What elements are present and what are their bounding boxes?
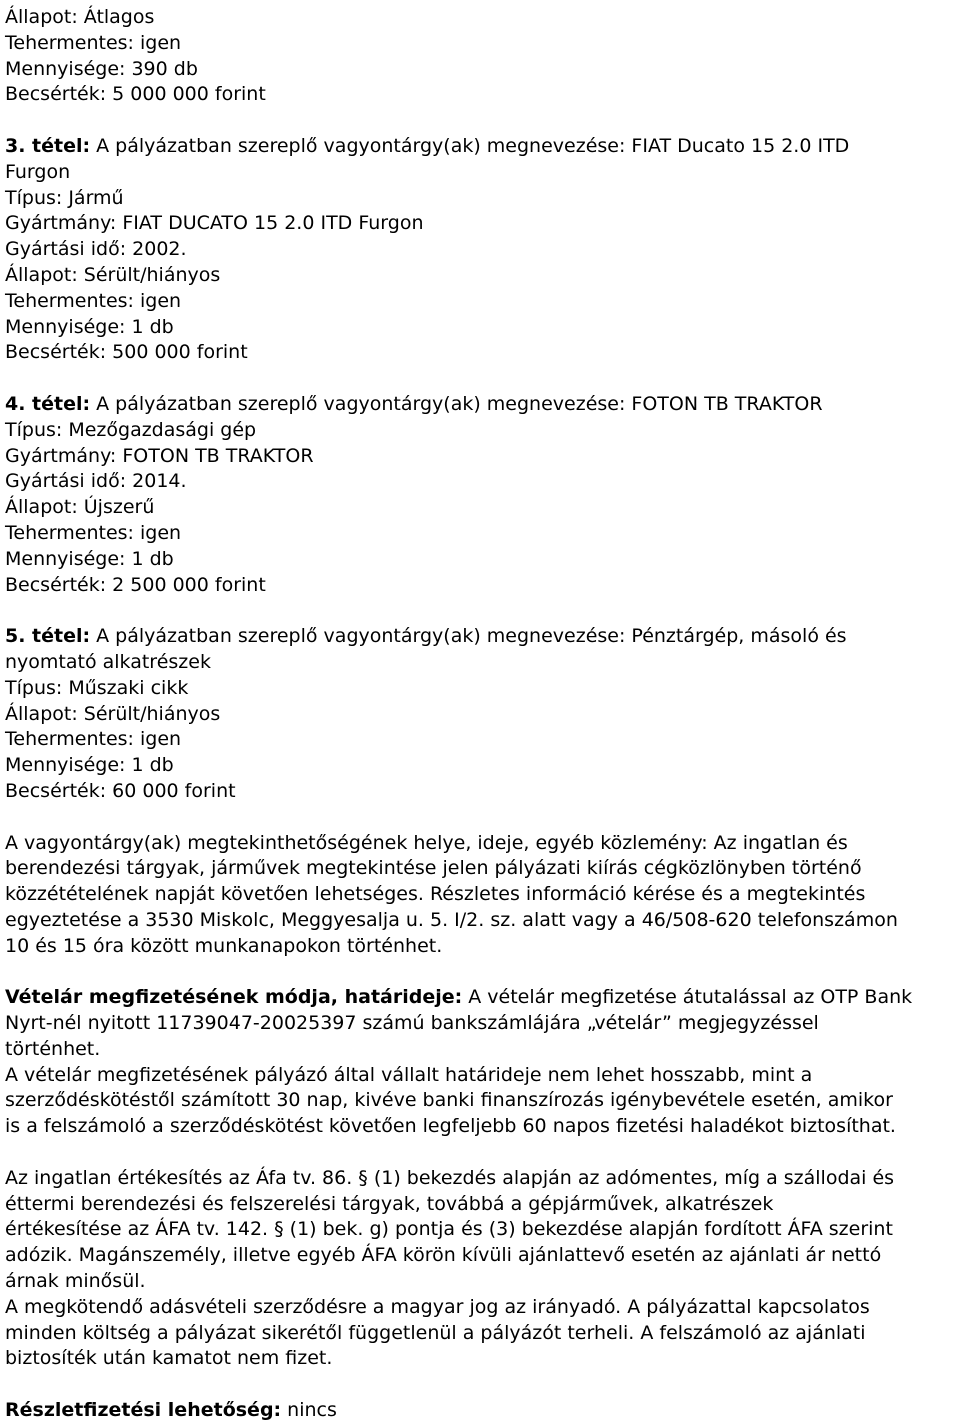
lot-4-make: Gyártmány: FOTON TB TRAKTOR [5, 444, 314, 467]
lot-3-type: Típus: Jármű [5, 186, 124, 209]
lot-4-condition: Állapot: Újszerű [5, 496, 155, 519]
payment-label: Vételár megfizetésének módja, határideje: [5, 986, 463, 1009]
lot-3-title-cont: Furgon [5, 160, 71, 183]
payment-line: Nyrt-nél nyitott 11739047-20025397 számú bankszámlájára „vételár” megjegyzéssel [5, 1012, 819, 1035]
installment-notice [5, 1398, 956, 1424]
deadline-line: A vételár megfizetésének pályázó által vállalt határideje nem lehet hosszabb, mint a [5, 1063, 813, 1086]
lot-3-estimated-value: Becsérték: 500 000 forint [5, 341, 248, 364]
installment-label: Részletfizetési lehetőség: [5, 1399, 282, 1422]
lot-4-quantity: Mennyisége: 1 db [5, 547, 174, 570]
lot-4-title [5, 392, 956, 418]
deadline-line: is a felszámoló a szerződéskötést követően legfeljebb 60 napos fizetési haladékot biztosíthat. [5, 1115, 896, 1138]
vat-line: árnak minősül. [5, 1270, 146, 1293]
payment-line: történhet. [5, 1037, 101, 1060]
lot-3-year: Gyártási idő: 2002. [5, 238, 187, 261]
lot-2-encumbrance: Tehermentes: igen [5, 31, 182, 54]
vat-line: értékesítése az ÁFA tv. 142. § (1) bek. g) pontja és (3) bekezdése alapján fordított ÁFA szerint [5, 1218, 893, 1241]
law-line: minden költség a pályázat sikerétől függetlenül a pályázót terheli. A felszámoló az ajánlati [5, 1321, 866, 1344]
lot-2-estimated-value: Becsérték: 5 000 000 forint [5, 83, 266, 106]
lot-2-condition: Állapot: Átlagos [5, 6, 155, 28]
payment-text: A vételár megfizetése átutalással az OTP Bank [462, 986, 913, 1009]
vat-notice [5, 1166, 956, 1372]
vat-line: Az ingatlan értékesítés az Áfa tv. 86. § (1) bekezdés alapján az adómentes, míg a szállodai és [5, 1166, 895, 1189]
lot-2-tail [5, 5, 956, 108]
lot-3-condition: Állapot: Sérült/hiányos [5, 263, 221, 286]
lot-2-quantity: Mennyisége: 390 db [5, 57, 198, 80]
law-line: biztosíték után kamatot nem fizet. [5, 1347, 333, 1370]
lot-5 [5, 624, 956, 805]
lot-5-type: Típus: Műszaki cikk [5, 676, 189, 699]
installment-value: nincs [281, 1399, 337, 1422]
lot-4 [5, 392, 956, 598]
viewing-line: berendezési tárgyak, járművek megtekintése jelen pályázati kiírás cégközlönyben történő [5, 857, 862, 880]
lot-3-title-text: A pályázatban szereplő vagyontárgy(ak) megnevezése: FIAT Ducato 15 2.0 ITD [90, 134, 850, 157]
lot-5-title-text: A pályázatban szereplő vagyontárgy(ak) megnevezése: Pénztárgép, másoló és [90, 625, 847, 648]
lot-3-label: 3. tétel: [5, 134, 91, 157]
viewing-line: közzétételének napját követően lehetséges. Részletes információ kérése és a megtekintés [5, 883, 866, 906]
lot-5-condition: Állapot: Sérült/hiányos [5, 702, 221, 725]
viewing-notice [5, 831, 956, 960]
viewing-line: egyeztetése a 3530 Miskolc, Meggyesalja u. 5. I/2. sz. alatt vagy a 46/508-620 telefonszámon [5, 908, 898, 931]
vat-line: éttermi berendezési és felszerelési tárgyak, továbbá a gépjárművek, alkatrészek [5, 1192, 774, 1215]
lot-4-year: Gyártási idő: 2014. [5, 470, 187, 493]
lot-4-type: Típus: Mezőgazdasági gép [5, 418, 257, 441]
lot-3-make: Gyártmány: FIAT DUCATO 15 2.0 ITD Furgon [5, 212, 424, 235]
deadline-line: szerződéskötéstől számított 30 nap, kivéve banki finanszírozás igénybevétele esetén, amikor [5, 1089, 893, 1112]
lot-5-title [5, 624, 956, 650]
lot-5-title-cont: nyomtató alkatrészek [5, 650, 211, 673]
viewing-line: A vagyontárgy(ak) megtekinthetőségének helye, ideje, egyéb közlemény: Az ingatlan és [5, 831, 848, 854]
lot-3-title [5, 134, 956, 160]
lot-5-estimated-value: Becsérték: 60 000 forint [5, 779, 236, 802]
lot-3-encumbrance: Tehermentes: igen [5, 289, 182, 312]
lot-5-label: 5. tétel: [5, 625, 91, 648]
installment-line [5, 1398, 956, 1424]
lot-5-quantity: Mennyisége: 1 db [5, 754, 174, 777]
lot-4-encumbrance: Tehermentes: igen [5, 521, 182, 544]
lot-4-label: 4. tétel: [5, 392, 91, 415]
lot-4-title-text: A pályázatban szereplő vagyontárgy(ak) megnevezése: FOTON TB TRAKTOR [90, 392, 823, 415]
lot-3 [5, 134, 956, 366]
lot-4-estimated-value: Becsérték: 2 500 000 forint [5, 573, 266, 596]
payment-terms [5, 985, 956, 1140]
lot-5-encumbrance: Tehermentes: igen [5, 728, 182, 751]
lot-3-quantity: Mennyisége: 1 db [5, 315, 174, 338]
vat-line: adózik. Magánszemély, illetve egyéb ÁFA körön kívüli ajánlattevő esetén az ajánlati ár nettó [5, 1244, 882, 1267]
law-line: A megkötendő adásvételi szerződésre a magyar jog az irányadó. A pályázattal kapcsolatos [5, 1295, 870, 1318]
viewing-line: 10 és 15 óra között munkanapokon történhet. [5, 934, 443, 957]
payment-heading-line [5, 985, 956, 1011]
